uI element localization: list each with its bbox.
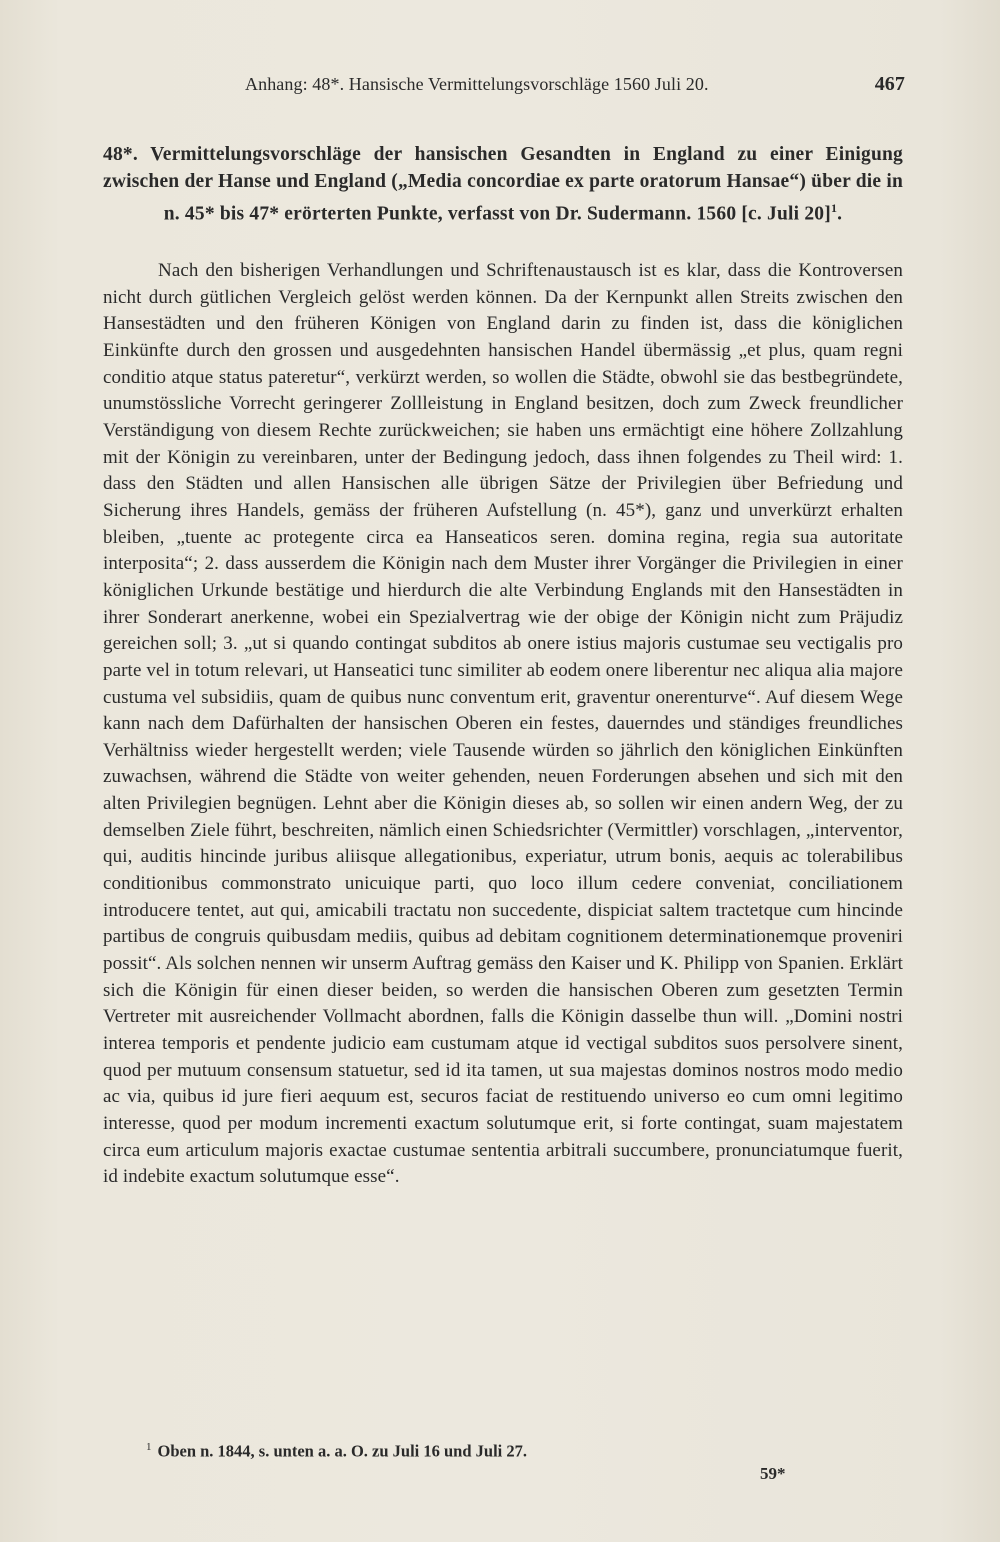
heading-end: . xyxy=(837,203,843,225)
footnote xyxy=(146,1436,846,1463)
running-title: Anhang: 48*. Hansische Vermittelungsvorschläge 1560 Juli 20. xyxy=(245,74,709,94)
running-header xyxy=(245,74,905,104)
heading-footnote-mark: 1 xyxy=(830,201,838,215)
footnote-text: Oben n. 1844, s. unten a. a. O. zu Juli 16 und Juli 27. xyxy=(157,1441,528,1461)
heading-text: 48*. Vermittelungsvorschläge der hansischen Gesandten in England zu einer Einigung zwischen der Hanse und England („Media concordiae ex parte oratorum Hansae“) über die in n. 45* bis 47* erörterten Punkte, verfasst von Dr. Sudermann. 1560 [c. Juli 20] xyxy=(103,144,903,225)
footnote-mark: 1 xyxy=(146,1441,152,1453)
page-number: 467 xyxy=(874,73,905,95)
body-paragraph: Nach den bisherigen Verhandlungen und Schriftenaustausch ist es klar, dass die Kontroversen nicht durch gütlichen Vergleich gelöst werden können. Da der Kernpunkt allen Streits zwischen den Hansestädten und den früheren Königen von England darin zu finden ist, dass die königlichen Einkünfte durch den grossen und ausgedehnten hansischen Handel übermässig „et plus, quam regni conditio atque status pateretur“, verkürzt werden, so wollen die Städte, obwohl sie das bestbegründete, unumstössliche Vorrecht geringerer Zollleistung in England besitzen, doch zum Zweck freundlicher Verständigung von diesem Rechte zurückweichen; sie haben uns ermächtigt eine höhere Zollzahlung mit der Königin zu vereinbaren, unter der Bedingung jedoch, dass ihnen folgendes zu Theil wird: 1. dass den Städten und allen Hansischen alle übrigen Sätze der Privilegien über Befriedung und Sicherung ihres Handels, gemäss der früheren Aufstellung (n. 45*), ganz und unverkürzt erhalten bleiben, „tuente ac protegente circa ea Hanseaticos seren. domina regina, regia sua autoritate interposita“; 2. dass ausserdem die Königin nach dem Muster ihrer Vorgänger die Privilegien in einer königlichen Urkunde bestätige und hierdurch die alte Verbindung Englands mit den Hansestädten in ihrer Sonderart anerkenne, wobei ein Spezialvertrag wie der obige der Königin nicht zum Präjudiz gereichen soll; 3. „ut si quando contingat subditos ab onere istius majoris custumae seu vectigalis pro parte vel in totum relevari, ut Hanseatici tunc similiter ab eodem onere liberentur nec aliqua alia majore custuma vel subsidiis, quam de quibus nunc conventum erit, graventur onerenturve“. Auf diesem Wege kann nach dem Dafürhalten der hansischen Oberen ein festes, dauerndes und ständiges freundliches Verhältniss wieder hergestellt werden; viele Tausende würden so jährlich den königlichen Einkünften zuwachsen, während die Städte von weiter gehenden, neuen Forderungen absehen und sich mit den alten Privilegien begnügen. Lehnt aber die Königin dieses ab, so sollen wir einen andern Weg, der zu demselben Ziele führt, beschreiten, nämlich einen Schiedsrichter (Vermittler) vorschlagen, „interventor, qui, auditis hincinde juribus aliisque allegationibus, experiatur, utrum bonis, aequis ac tolerabilibus conditionibus commonstrato unicuique parti, quo loco illum cedere conveniat, conciliationem introducere tentet, aut qui, amicabili tractatu non succedente, dispiciat saltem tractetque cum hincinde partibus de congruis quibusdam mediis, quibus ad debitam cognitionem determinationemque proveniri possit“. Als solchen nennen wir unserm Auftrag gemäss den Kaiser und K. Philipp von Spanien. Erklärt sich die Königin für einen dieser beiden, so werden die hansischen Oberen zum gesetzten Termin Vertreter mit ausreichender Vollmacht abordnen, falls die Königin dasselbe thun will. „Domini nostri interea temporis et pendente judicio eam custumam atque id vectigal subditos suos persolvere sinent, quod per mutuum consensum statuetur, sed id ita tamen, ut sua majestas dominos nostros modo medio ac via, quibus id jure fieri aequum est, securos faciat de restituendo universo eo cum omni legitimo interesse, quod per modum incrementi exactum solutumque erit, si forte contingat, suam majestatem circa eum articulum majoris exactae custumae sententia arbitrali succumbere, pronunciatumque fuerit, id indebite exactum solutumque esse“. xyxy=(103,260,903,1188)
document-heading xyxy=(103,141,903,228)
signature-mark: 59* xyxy=(760,1464,786,1483)
